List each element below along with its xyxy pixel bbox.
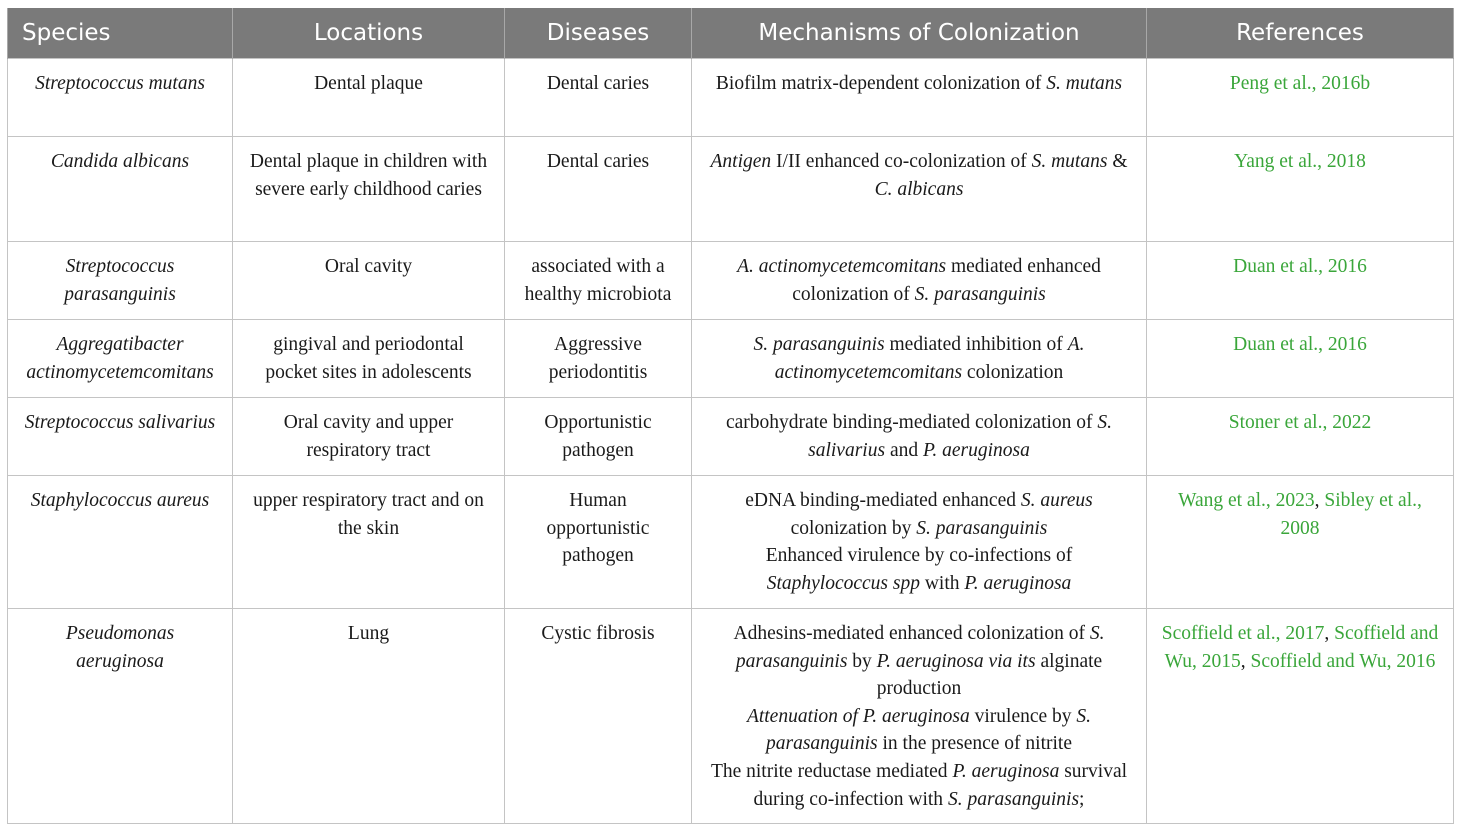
location-cell: Oral cavity and upper respiratory tract bbox=[233, 398, 505, 476]
species-cell: Streptococcus salivarius bbox=[8, 398, 233, 476]
location-cell: upper respiratory tract and on the skin bbox=[233, 476, 505, 609]
table-row bbox=[8, 137, 1454, 242]
table-row bbox=[8, 609, 1454, 824]
location-cell: Oral cavity bbox=[233, 242, 505, 320]
table-row bbox=[8, 398, 1454, 476]
species-cell: Candida albicans bbox=[8, 137, 233, 242]
col-header-mechanisms: Mechanisms of Colonization bbox=[692, 8, 1147, 59]
mechanism-cell: Adhesins-mediated enhanced colonization of S. parasanguinis by P. aeruginosa via its alginate production Attenuation of P. aeruginosa virulence by S. parasanguinis in the presence of nitrite The nitrite reductase mediated P. aeruginosa survival during co-infection with S. parasanguinis; bbox=[692, 609, 1147, 824]
reference-link[interactable]: Duan et al., 2016 bbox=[1233, 334, 1367, 355]
species-cell: Pseudomonas aeruginosa bbox=[8, 609, 233, 824]
reference-link[interactable]: Scoffield et al., 2017 bbox=[1161, 623, 1325, 644]
disease-cell: Dental caries bbox=[505, 59, 692, 137]
reference-link[interactable]: Sibley et al., 2008 bbox=[1280, 490, 1422, 539]
colonization-table bbox=[7, 8, 1454, 824]
disease-cell: Opportunistic pathogen bbox=[505, 398, 692, 476]
table-row bbox=[8, 59, 1454, 137]
reference-link[interactable]: Duan et al., 2016 bbox=[1233, 256, 1367, 277]
mechanism-cell: A. actinomycetemcomitans mediated enhanced colonization of S. parasanguinis bbox=[692, 242, 1147, 320]
col-header-locations: Locations bbox=[233, 8, 505, 59]
species-cell: Aggregatibacter actinomycetemcomitans bbox=[8, 320, 233, 398]
reference-link[interactable]: Wang et al., 2023 bbox=[1178, 490, 1315, 511]
reference-link[interactable]: Stoner et al., 2022 bbox=[1228, 412, 1372, 433]
reference-link[interactable]: Peng et al., 2016b bbox=[1229, 73, 1371, 94]
reference-cell bbox=[1147, 59, 1454, 137]
mechanism-cell: carbohydrate binding-mediated colonization of S. salivarius and P. aeruginosa bbox=[692, 398, 1147, 476]
header-row bbox=[8, 8, 1454, 59]
location-cell: gingival and periodontal pocket sites in adolescents bbox=[233, 320, 505, 398]
reference-cell: Scoffield et al., 2017, Scoffield and Wu, 2015, Scoffield and Wu, 2016 bbox=[1147, 609, 1454, 824]
reference-cell: Wang et al., 2023, Sibley et al., 2008 bbox=[1147, 476, 1454, 609]
mechanism-cell: Antigen I/II enhanced co-colonization of S. mutans & C. albicans bbox=[692, 137, 1147, 242]
reference-link[interactable]: Scoffield and Wu, 2015 bbox=[1164, 623, 1439, 672]
location-cell: Dental plaque in children with severe early childhood caries bbox=[233, 137, 505, 242]
table-row bbox=[8, 320, 1454, 398]
table-row bbox=[8, 476, 1454, 609]
reference-link[interactable]: Yang et al., 2018 bbox=[1234, 151, 1366, 172]
col-header-references: References bbox=[1147, 8, 1454, 59]
disease-cell: Cystic fibrosis bbox=[505, 609, 692, 824]
reference-cell bbox=[1147, 137, 1454, 242]
species-cell: Streptococcus mutans bbox=[8, 59, 233, 137]
mechanism-cell: S. parasanguinis mediated inhibition of A. actinomycetemcomitans colonization bbox=[692, 320, 1147, 398]
reference-cell bbox=[1147, 320, 1454, 398]
col-header-species: Species bbox=[8, 8, 233, 59]
disease-cell: associated with a healthy microbiota bbox=[505, 242, 692, 320]
species-cell: Staphylococcus aureus bbox=[8, 476, 233, 609]
mechanism-cell: eDNA binding-mediated enhanced S. aureus colonization by S. parasanguinis Enhanced virulence by co-infections of Staphylococcus spp with P. aeruginosa bbox=[692, 476, 1147, 609]
location-cell: Lung bbox=[233, 609, 505, 824]
mechanism-cell: Biofilm matrix-dependent colonization of S. mutans bbox=[692, 59, 1147, 137]
disease-cell: Dental caries bbox=[505, 137, 692, 242]
reference-link[interactable]: Scoffield and Wu, 2016 bbox=[1250, 650, 1436, 672]
species-cell: Streptococcus parasanguinis bbox=[8, 242, 233, 320]
reference-cell bbox=[1147, 242, 1454, 320]
table-row bbox=[8, 242, 1454, 320]
location-cell: Dental plaque bbox=[233, 59, 505, 137]
reference-cell bbox=[1147, 398, 1454, 476]
disease-cell: Aggressive periodontitis bbox=[505, 320, 692, 398]
disease-cell: Human opportunistic pathogen bbox=[505, 476, 692, 609]
col-header-diseases: Diseases bbox=[505, 8, 692, 59]
